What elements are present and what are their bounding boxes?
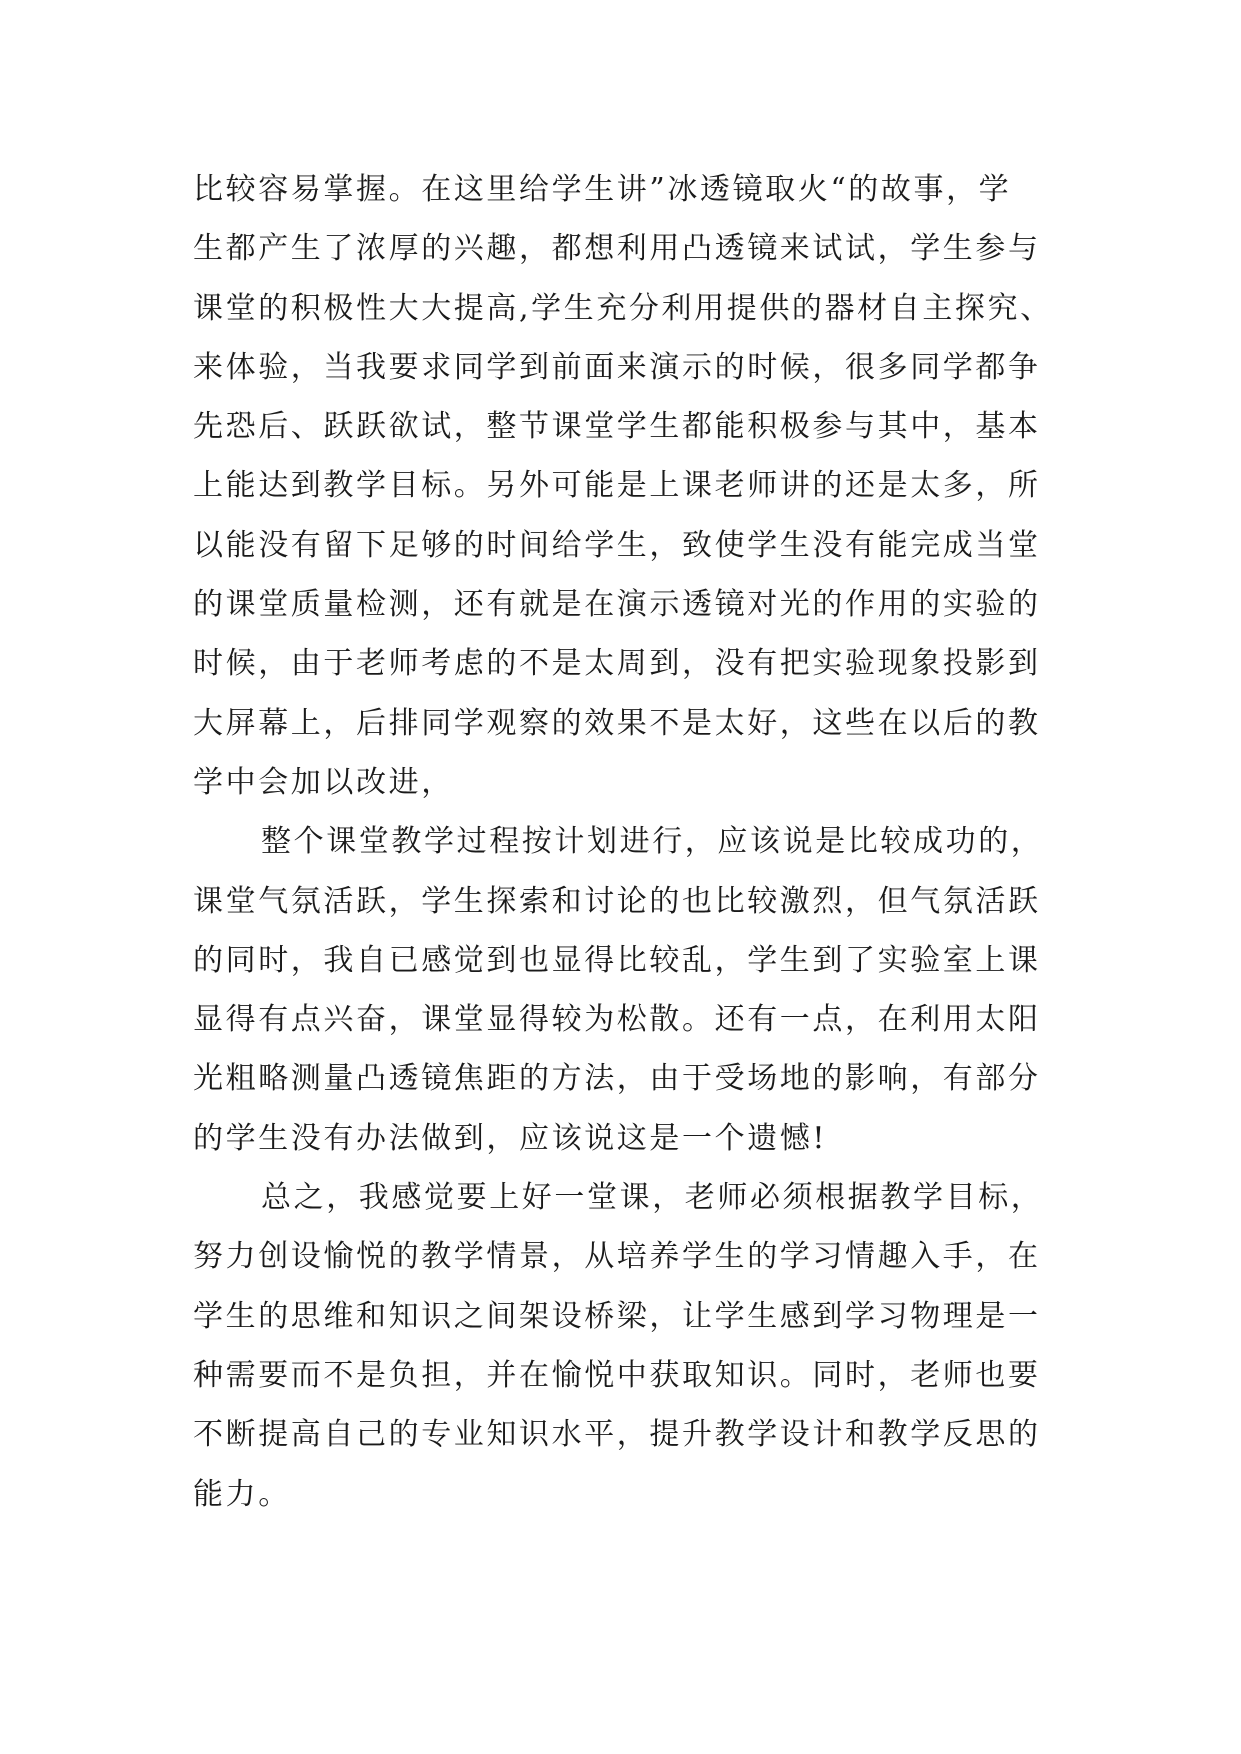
text-line: 课堂气氛活跃，学生探索和讨论的也比较激烈，但气氛活跃 (193, 883, 1041, 919)
text-line: 显得有点兴奋，课堂显得较为松散。还有一点，在利用太阳 (193, 1002, 1041, 1038)
paragraph-start-line: 总之，我感觉要上好一堂课，老师必须根据教学目标， (261, 1180, 1044, 1216)
text-line: 上能达到教学目标。另外可能是上课老师讲的还是太多，所 (193, 468, 1041, 504)
text-line: 先恐后、跃跃欲试，整节课堂学生都能积极参与其中，基本 (193, 409, 1041, 445)
text-line: 努力创设愉悦的教学情景，从培养学生的学习情趣入手，在 (193, 1239, 1041, 1275)
document-body (193, 160, 1093, 1524)
text-line: 以能没有留下足够的时间给学生，致使学生没有能完成当堂 (193, 527, 1041, 563)
text-line: 课堂的积极性大大提高,学生充分利用提供的器材自主探究、 (193, 290, 1053, 326)
text-line: 来体验，当我要求同学到前面来演示的时候，很多同学都争 (193, 349, 1041, 385)
text-line: 大屏幕上，后排同学观察的效果不是太好，这些在以后的教 (193, 705, 1041, 741)
text-line: 时候，由于老师考虑的不是太周到，没有把实验现象投影到 (193, 646, 1041, 682)
text-line: 不断提高自己的专业知识水平，提升教学设计和教学反思的 (193, 1417, 1041, 1453)
text-line: 光粗略测量凸透镜焦距的方法，由于受场地的影响，有部分 (193, 1061, 1041, 1097)
text-line: 能力。 (193, 1476, 291, 1512)
text-line: 生都产生了浓厚的兴趣，都想利用凸透镜来试试，学生参与 (193, 231, 1041, 267)
text-line: 学中会加以改进， (193, 764, 454, 800)
text-line: 学生的思维和知识之间架设桥梁，让学生感到学习物理是一 (193, 1298, 1041, 1334)
text-line: 的同时，我自已感觉到也显得比较乱，学生到了实验室上课 (193, 942, 1041, 978)
text-line: 比较容易掌握。在这里给学生讲”冰透镜取火“的故事，学 (193, 172, 1012, 207)
paragraph-start-line: 整个课堂教学过程按计划进行，应该说是比较成功的， (261, 824, 1044, 860)
text-line: 的课堂质量检测，还有就是在演示透镜对光的作用的实验的 (193, 587, 1041, 623)
text-line: 的学生没有办法做到，应该说这是一个遗憾! (193, 1120, 828, 1156)
text-line: 种需要而不是负担，并在愉悦中获取知识。同时，老师也要 (193, 1357, 1041, 1393)
